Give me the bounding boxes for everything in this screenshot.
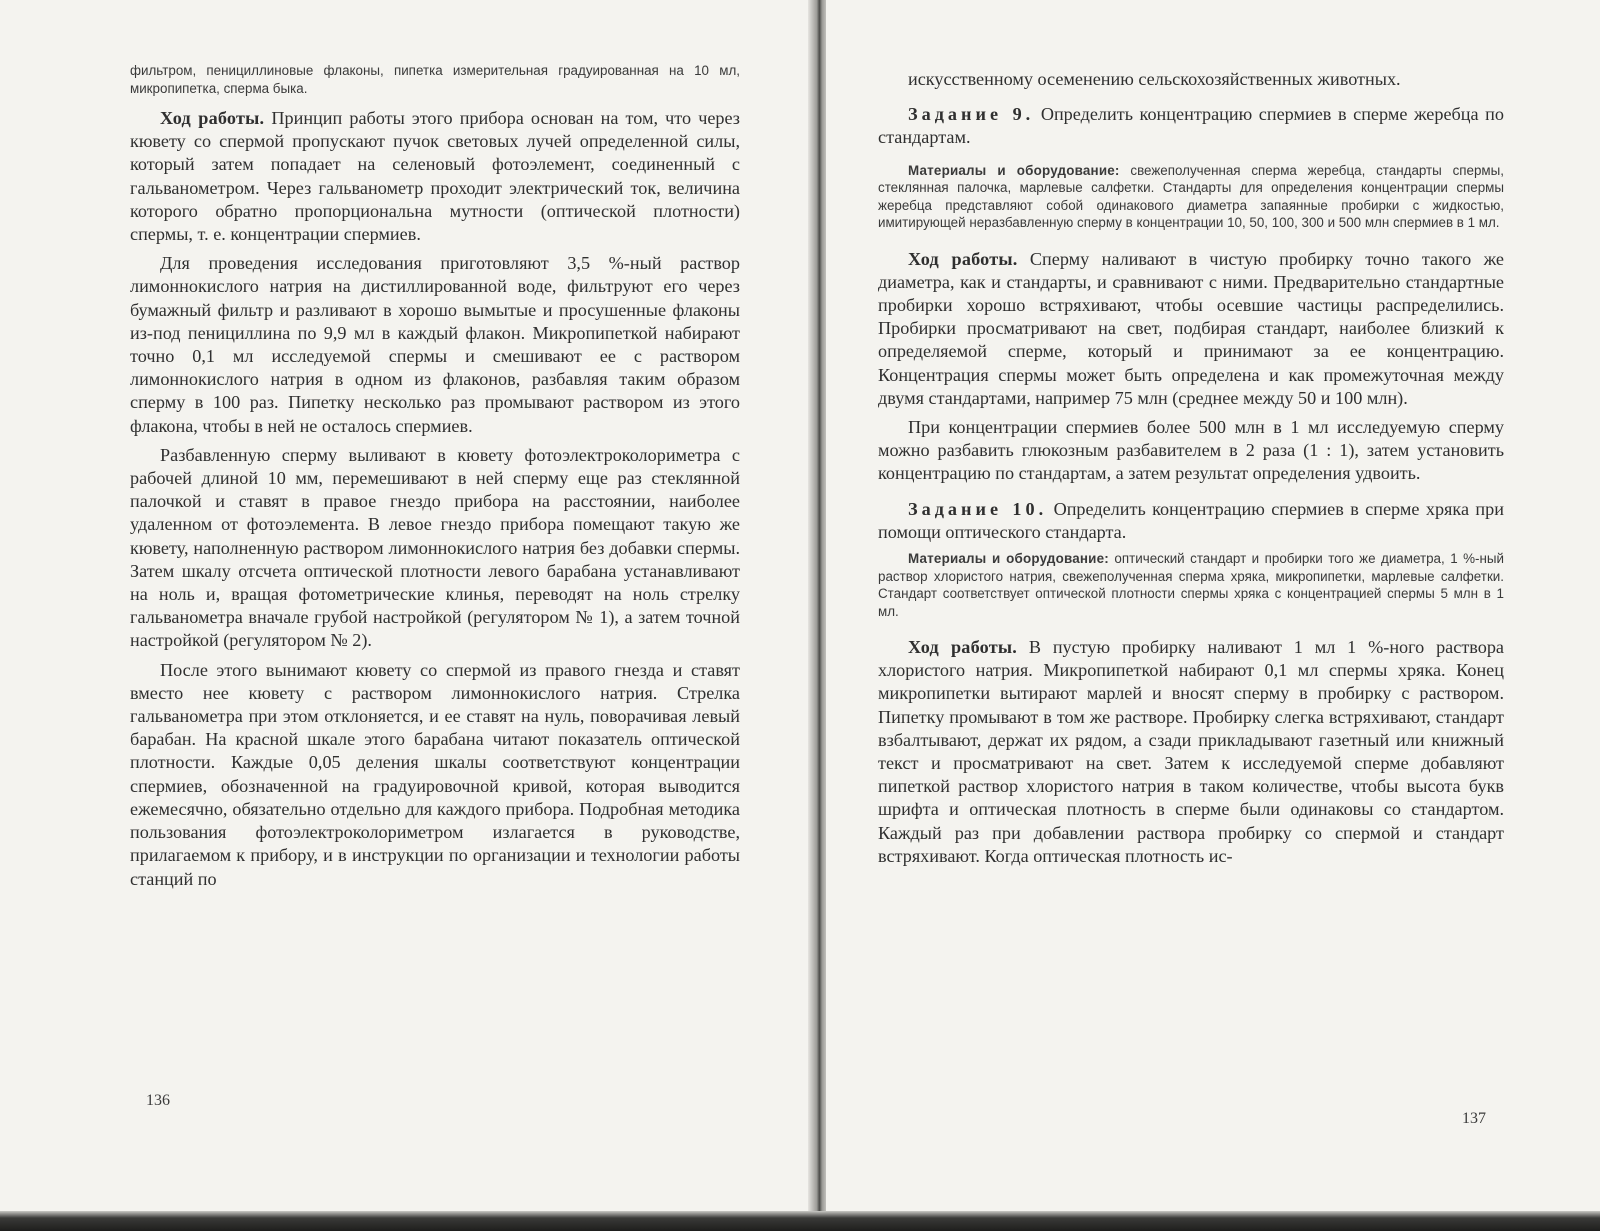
paragraph-text: Принцип работы этого прибора основан на том, что через кювету со спермой пропускают пучок световых лучей определенной силы, который затем попадает на селеновый фотоэлемент, соединенный с гальванометром. Через гальванометр проходит электрический ток, величина которого обратно пропорциональна мутности (оптической плотности) спермы, т. е. концентрации спермиев. (130, 108, 740, 245)
paragraph-reading: После этого вынимают кювету со спермой из правого гнезда и ставят вместо нее кювету с раствором лимоннокислого натрия. Стрелка гальванометра при этом отклоняется, и ее ставят на нуль, поворачивая левый барабан. На красной шкале этого барабана читают показатель оптической плотности. Каждые 0,05 деления шкалы соответствуют концентрации спермиев, обозначенной на градуировочной кривой, которая выводится ежемесячно, обязательно отдельно для каждого прибора. Подробная методика пользования фотоэлектроколориметром излагается в руководстве, прилагаемом к прибору, и в инструкции по организации и технологии работы станций по (130, 659, 740, 889)
paragraph-heading: Ход работы. (160, 108, 265, 128)
task-text: Определить концентрацию спермиев в сперме хряка при помощи оптического стандарта. (878, 498, 1504, 542)
paragraph-preparation: Для проведения исследования приготовляют 3,5 %-ный раствор лимоннокислого натрия на дистиллированной воде, фильтруют его через бумажный фильтр и разливают в хорошо вымытые и просушенные флаконы из-под пенициллина по 9,9 мл в каждый флакон. Микропипеткой набирают точно 0,1 мл исследуемой спермы и смешивают ее с раствором лимоннокислого натрия в одном из флаконов, разбавляя таким образом сперму в 100 раз. Пипетку несколько раз промывают раствором из этого флакона, чтобы в ней не осталось спермиев. (130, 253, 740, 436)
materials-heading: Материалы и оборудование: (908, 162, 1120, 178)
paragraph-text: В пустую пробирку наливают 1 мл 1 %-ного раствора хлористого натрия. Микропипеткой набирают 0,1 мл спермы хряка. Конец микропипетки вытирают марлей и вносят сперму в пробирку с раствором. Пипетку промывают в том же растворе. Пробирку слегка встряхивают, стандарт взбалтывают, держат их рядом, а сзади прикладывают газетный или книжный текст и просматривают на свет. Затем к исследуемой сперме добавляют пипеткой раствор хлористого натрия в таком количестве, чтобы высота букв шрифта и оптическая плотность в сперме были одинаковы со стандартом. Каждый раз при добавлении раствора пробирку со спермой и стандарт встряхивают. Когда оптическая плотность ис- (878, 637, 1504, 866)
task-10 (878, 498, 1504, 544)
paragraph-work-principle (130, 107, 740, 246)
page-number-left: 136 (146, 1092, 170, 1109)
materials-9 (878, 162, 1504, 232)
paragraph-heading: Ход работы. (908, 637, 1017, 658)
work-10 (878, 636, 1504, 868)
paragraph-continuation: искусственному осеменению сельскохозяйственных животных. (908, 69, 1401, 89)
task-text: Определить концентрацию спермиев в сперме жеребца по стандартам. (878, 104, 1504, 148)
work-9 (878, 248, 1504, 410)
paragraph-text: Сперму наливают в чистую пробирку точно такого же диаметра, как и стандарты, и сравнивают с ними. Предварительно стандартные пробирки хорошо встряхивают, чтобы осевшие частицы распределились. Пробирки просматривают на свет, подбирая стандарт, наиболее близкий к определяемой сперме, который и принимают за ее концентрацию. Концентрация спермы может быть определена и как промежуточная между двумя стандартами, например 75 млн (среднее между 50 и 100 млн). (878, 248, 1504, 408)
task-9 (878, 103, 1504, 149)
materials-text: оптический стандарт и пробирки того же диаметра, 1 %-ный раствор хлористого натрия, свежеполученная сперма хряка, микропипетки, марлевые салфетки. Стандарт соответствует оптической плотности спермы хряка с концентрацией спермы 5 млн в 1 мл. (878, 551, 1504, 619)
materials-text: свежеполученная сперма жеребца, стандарты спермы, стеклянная палочка, марлевые салфетки. Стандарты для определения концентрации спермы жеребца представляют собой одинакового диаметра запаянные пробирки с жидкостью, имитирующей неразбавленную сперму в концентрации 10, 50, 100, 300 и 500 млн спермиев в 1 мл. (878, 162, 1504, 231)
paragraph-heading: Ход работы. (908, 248, 1018, 269)
book-bottom-edge (0, 1211, 1600, 1231)
paragraph-cuvette: Разбавленную сперму выливают в кювету фотоэлектроколориметра с рабочей длиной 10 мм, перемешивают в ней сперму еще раз стеклянной палочкой и ставят в правое гнездо прибора на расстоянии, наиболее удаленном от фотоэлемента. В левое гнездо прибора помещают такую же кювету, наполненную раствором лимоннокислого натрия без добавки спермы. Затем шкалу отсчета оптической плотности левого барабана устанавливают на ноль и, вращая фотометрические клинья, переводят на ноль стрелку гальванометра вначале грубой настройкой (регулятором № 1), а затем точной настройкой (регулятором № 2). (130, 444, 740, 651)
materials-heading: Материалы и оборудование: (908, 551, 1109, 567)
paragraph-high-concentration: При концентрации спермиев более 500 млн в 1 мл исследуемую сперму можно разбавить глюкозным разбавителем в 2 раза (1 : 1), затем установить концентрацию по стандартам, а затем результат определения удвоить. (878, 417, 1504, 484)
task-label: Задание 9. (908, 104, 1035, 125)
page-number-right: 137 (1462, 1110, 1486, 1127)
equipment-continuation: фильтром, пенициллиновые флаконы, пипетка измерительная градуированная на 10 мл, микропипетка, сперма быка. (130, 63, 740, 96)
materials-10 (878, 550, 1504, 620)
task-label: Задание 10. (908, 498, 1048, 519)
right-page (826, 0, 1600, 1214)
